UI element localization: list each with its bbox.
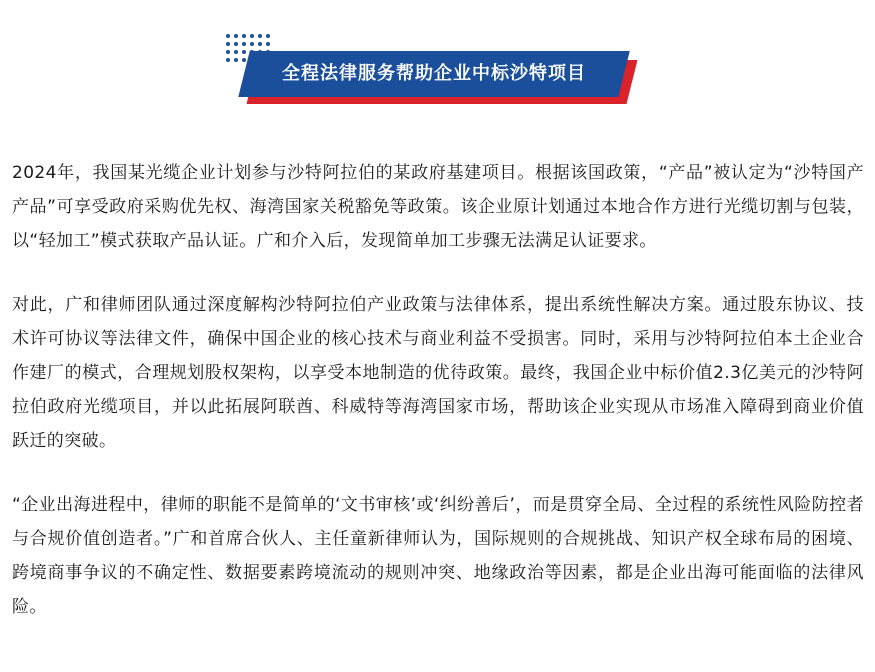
article-paragraph-3: “企业出海进程中，律师的职能不是简单的‘文书审核’或‘纠纷善后’，而是贯穿全局、全过程的系统性风险防控者与合规价值创造者。”广和首席合伙人、主任童新律师认为，国际规则的合规挑战、知识产权全球布局的困境、跨境商事争议的不确定性、数据要素跨境流动的规则冲突、地缘政治等因素，都是企业出海可能面临的法律风险。 — [12, 495, 864, 617]
article-body — [12, 156, 864, 654]
article-paragraph-1: 2024年，我国某光缆企业计划参与沙特阿拉伯的某政府基建项目。根据该国政策，“产品”被认定为“沙特国产产品”可享受政府采购优先权、海湾国家关税豁免等政策。该企业原计划通过本地合作方进行光缆切割与包装，以“轻加工”模式获取产品认证。广和介入后，发现简单加工步骤无法满足认证要求。 — [12, 163, 864, 251]
section-banner — [222, 30, 642, 110]
section-title: 全程法律服务帮助企业中标沙特项目 — [282, 63, 586, 84]
article-paragraph-2: 对此，广和律师团队通过深度解构沙特阿拉伯产业政策与法律体系，提出系统性解决方案。通过股东协议、技术许可协议等法律文件，确保中国企业的核心技术与商业利益不受损害。同时，采用与沙特阿拉伯本土企业合作建厂的模式，合理规划股权架构，以享受本地制造的优待政策。最终，我国企业中标价值2.3亿美元的沙特阿拉伯政府光缆项目，并以此拓展阿联酋、科威特等海湾国家市场，帮助该企业实现从市场准入障碍到商业价值跃迁的突破。 — [12, 295, 864, 451]
